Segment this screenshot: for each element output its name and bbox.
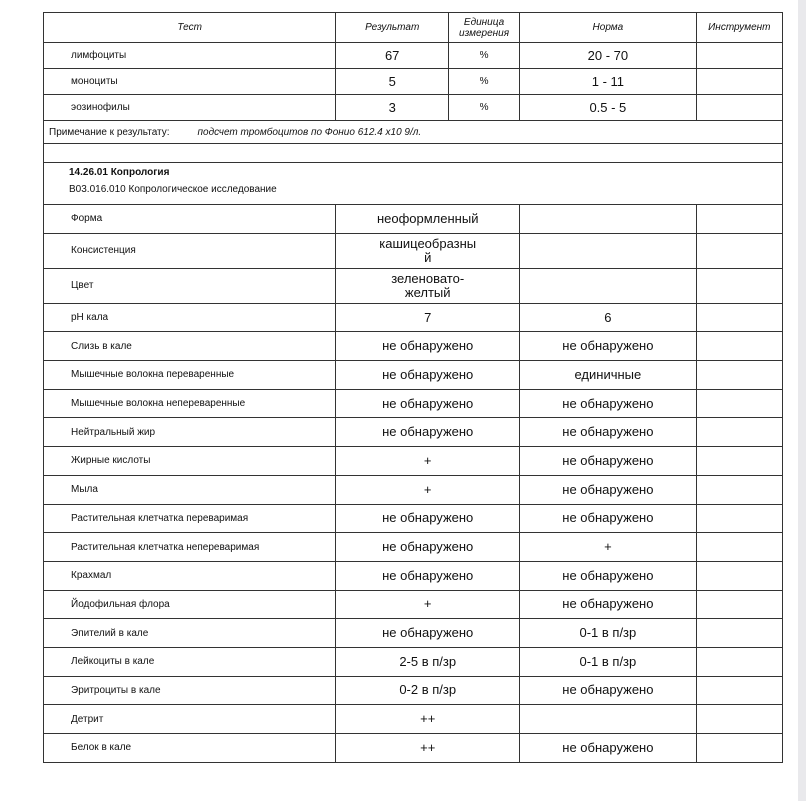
header-unit-line1: Единица	[463, 16, 505, 28]
test-norm: не обнаружено	[520, 389, 697, 418]
test-name: Мышечные волокна непереваренные	[44, 389, 336, 418]
test-name: Эритроциты в кале	[44, 676, 336, 705]
test-result: не обнаружено	[336, 418, 520, 447]
test-instrument	[696, 561, 782, 590]
test-result-line1: кашицеобразны	[379, 235, 477, 251]
test-instrument	[696, 647, 782, 676]
test-instrument	[696, 205, 782, 234]
note-text: подсчет тромбоцитов по Фонио 612.4 x10 9/л.	[197, 126, 422, 138]
test-instrument	[696, 332, 782, 361]
test-norm: не обнаружено	[520, 590, 697, 619]
test-result: 5	[336, 69, 449, 95]
test-norm: 0.5 - 5	[520, 95, 697, 121]
test-result-line1: зеленовато-	[391, 270, 465, 286]
test-result: не обнаружено	[336, 533, 520, 562]
table-row	[44, 619, 783, 648]
test-name: Эпителий в кале	[44, 619, 336, 648]
test-instrument	[696, 233, 782, 268]
test-result: 3	[336, 95, 449, 121]
test-unit: %	[449, 95, 520, 121]
test-result: 7	[336, 303, 520, 332]
table-row	[44, 447, 783, 476]
test-norm: 0-1 в п/зр	[520, 619, 697, 648]
test-name: Растительная клетчатка непереваримая	[44, 533, 336, 562]
test-result: не обнаружено	[336, 561, 520, 590]
table-row	[44, 475, 783, 504]
table-row	[44, 705, 783, 734]
table-row	[44, 303, 783, 332]
table-header-row	[44, 13, 783, 43]
header-result: Результат	[336, 13, 449, 43]
table-row	[44, 43, 783, 69]
test-norm	[520, 205, 697, 234]
test-name: Крахмал	[44, 561, 336, 590]
test-norm: не обнаружено	[520, 504, 697, 533]
test-norm: не обнаружено	[520, 418, 697, 447]
test-name: Детрит	[44, 705, 336, 734]
section-subtitle: B03.016.010 Копрологическое исследование	[69, 184, 277, 195]
table-row	[44, 332, 783, 361]
test-result: 0-2 в п/зр	[336, 676, 520, 705]
table-row	[44, 95, 783, 121]
test-name: Лейкоциты в кале	[44, 647, 336, 676]
result-note	[44, 121, 783, 144]
test-name: эозинофилы	[44, 95, 336, 121]
test-name: лимфоциты	[44, 43, 336, 69]
table-row	[44, 561, 783, 590]
test-instrument	[696, 619, 782, 648]
header-unit	[449, 13, 520, 43]
table-row	[44, 361, 783, 390]
test-instrument	[696, 447, 782, 476]
test-name: Нейтральный жир	[44, 418, 336, 447]
table-row	[44, 389, 783, 418]
table-row	[44, 647, 783, 676]
test-result: +	[336, 447, 520, 476]
test-instrument	[696, 95, 782, 121]
test-norm	[520, 268, 697, 303]
header-instrument: Инструмент	[696, 13, 782, 43]
test-result: не обнаружено	[336, 389, 520, 418]
test-instrument	[696, 590, 782, 619]
test-instrument	[696, 389, 782, 418]
test-unit: %	[449, 43, 520, 69]
test-norm: не обнаружено	[520, 475, 697, 504]
test-instrument	[696, 361, 782, 390]
test-norm: не обнаружено	[520, 447, 697, 476]
test-instrument	[696, 676, 782, 705]
test-norm: +	[520, 533, 697, 562]
test-norm: не обнаружено	[520, 332, 697, 361]
test-name: Консистенция	[44, 233, 336, 268]
table-row	[44, 69, 783, 95]
test-norm: 0-1 в п/зр	[520, 647, 697, 676]
test-result: ++	[336, 734, 520, 763]
test-name: Цвет	[44, 268, 336, 303]
test-name: моноциты	[44, 69, 336, 95]
test-name: Жирные кислоты	[44, 447, 336, 476]
test-unit: %	[449, 69, 520, 95]
test-result: не обнаружено	[336, 361, 520, 390]
header-test: Тест	[44, 13, 336, 43]
test-result: не обнаружено	[336, 619, 520, 648]
test-norm: 6	[520, 303, 697, 332]
table-row	[44, 268, 783, 303]
test-result-line2: й	[424, 249, 432, 265]
table-row	[44, 533, 783, 562]
test-instrument	[696, 69, 782, 95]
table-row	[44, 734, 783, 763]
test-instrument	[696, 303, 782, 332]
test-norm: не обнаружено	[520, 561, 697, 590]
section-header-row	[44, 163, 783, 205]
test-instrument	[696, 504, 782, 533]
table-row	[44, 418, 783, 447]
test-name: Мыла	[44, 475, 336, 504]
test-instrument	[696, 734, 782, 763]
test-result: 67	[336, 43, 449, 69]
test-instrument	[696, 418, 782, 447]
test-result	[336, 233, 520, 268]
header-unit-line2: измерения	[459, 27, 510, 39]
test-result: неоформленный	[336, 205, 520, 234]
test-norm: единичные	[520, 361, 697, 390]
section-title: 14.26.01 Копрология	[69, 167, 170, 178]
header-norm: Норма	[520, 13, 697, 43]
test-instrument	[696, 533, 782, 562]
page-edge	[798, 0, 806, 801]
test-name: pH кала	[44, 303, 336, 332]
test-result: не обнаружено	[336, 504, 520, 533]
table-row	[44, 233, 783, 268]
table-row	[44, 504, 783, 533]
results-table	[43, 12, 783, 763]
test-result-line2: желтый	[404, 284, 451, 300]
test-instrument	[696, 705, 782, 734]
table-row	[44, 205, 783, 234]
test-norm: 20 - 70	[520, 43, 697, 69]
test-name: Слизь в кале	[44, 332, 336, 361]
note-row	[44, 121, 783, 144]
test-instrument	[696, 268, 782, 303]
note-label: Примечание к результату:	[49, 126, 170, 138]
test-result: ++	[336, 705, 520, 734]
test-result: +	[336, 475, 520, 504]
test-norm	[520, 705, 697, 734]
table-row	[44, 676, 783, 705]
test-name: Йодофильная флора	[44, 590, 336, 619]
test-name: Форма	[44, 205, 336, 234]
test-name: Белок в кале	[44, 734, 336, 763]
section-header	[44, 163, 783, 205]
test-norm: 1 - 11	[520, 69, 697, 95]
test-instrument	[696, 475, 782, 504]
test-instrument	[696, 43, 782, 69]
test-norm: не обнаружено	[520, 734, 697, 763]
test-result	[336, 268, 520, 303]
test-name: Мышечные волокна переваренные	[44, 361, 336, 390]
test-norm	[520, 233, 697, 268]
test-result: не обнаружено	[336, 332, 520, 361]
test-result: 2-5 в п/зр	[336, 647, 520, 676]
table-row	[44, 590, 783, 619]
test-name: Растительная клетчатка переваримая	[44, 504, 336, 533]
test-norm: не обнаружено	[520, 676, 697, 705]
test-result: +	[336, 590, 520, 619]
spacer-cell	[44, 144, 783, 163]
spacer-row	[44, 144, 783, 163]
